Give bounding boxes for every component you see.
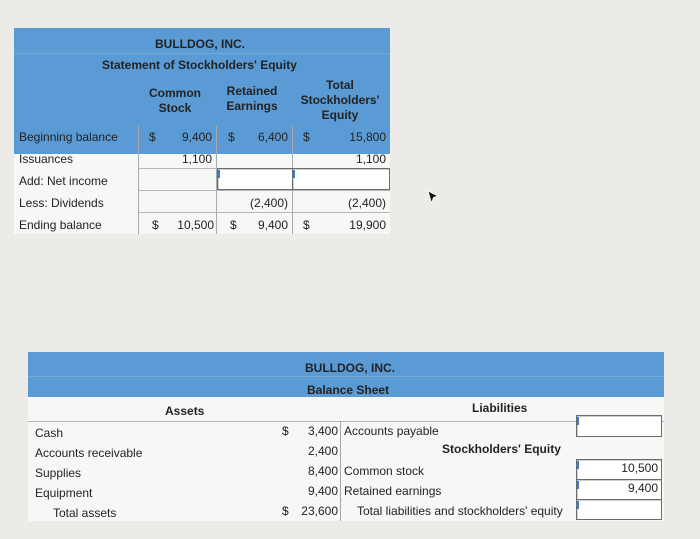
total-issuances: 1,100 [355,152,386,166]
equity-title: Statement of Stockholders' Equity [102,58,297,72]
supplies-value: 8,400 [307,464,338,478]
cs-dollar-beginning: $ [149,130,156,144]
total-liab-equity-input[interactable] [576,499,662,520]
t-dollar-beginning: $ [303,130,310,144]
total-beginning: 15,800 [349,130,386,144]
re-beginning: 6,400 [257,130,288,144]
row-label-beginning-balance: Beginning balance [19,130,118,144]
net-income-total-input[interactable] [292,168,390,190]
equity-company-name: BULLDOG, INC. [155,37,245,51]
asset-label-equipment: Equipment [35,486,93,500]
asset-label-cash: Cash [35,426,64,440]
re-dividends: (2,400) [249,196,288,210]
re-dollar-ending: $ [230,218,237,232]
accounts-receivable-value: 2,400 [307,444,338,458]
row-label-issuances: Issuances [19,152,74,166]
balance-subheader [28,397,664,421]
col-header-total-equity: Total Stockholders' Equity [300,78,380,122]
row-label-dividends: Less: Dividends [19,196,104,210]
cash-dollar: $ [282,424,289,438]
cash-value: 3,400 [307,424,338,438]
total-dividends: (2,400) [347,196,386,210]
balance-title: Balance Sheet [307,383,390,397]
total-assets-label: Total assets [53,506,117,520]
total-liab-equity-label: Total liabilities and stockholders' equity [357,504,563,518]
asset-label-accounts-receivable: Accounts receivable [35,446,143,460]
liab-label-accounts-payable: Accounts payable [344,424,439,438]
assets-header: Assets [165,404,205,418]
row-label-net-income: Add: Net income [19,174,108,188]
equity-label-common-stock: Common stock [344,464,425,478]
col-header-common-stock: Common Stock [149,86,201,115]
cs-dollar-ending: $ [152,218,159,232]
cs-ending: 10,500 [177,218,214,232]
accounts-payable-input[interactable] [576,415,662,437]
cs-beginning: 9,400 [181,130,212,144]
equity-label-retained-earnings: Retained earnings [344,484,442,498]
retained-earnings-value: 9,400 [627,481,658,495]
col-header-retained-earnings: Retained Earnings [226,84,278,113]
total-assets-value: 23,600 [301,504,338,518]
net-income-retained-input[interactable] [217,168,293,190]
mouse-cursor-icon [426,190,440,206]
re-ending: 9,400 [257,218,288,232]
asset-label-supplies: Supplies [35,466,82,480]
row-label-ending-balance: Ending balance [19,218,102,232]
equipment-value: 9,400 [307,484,338,498]
cs-issuances: 1,100 [181,152,212,166]
total-ending: 19,900 [349,218,386,232]
re-dollar-beginning: $ [228,130,235,144]
total-assets-dollar: $ [282,504,289,518]
stockholders-equity-header: Stockholders' Equity [442,442,561,456]
liabilities-header: Liabilities [472,401,528,415]
balance-company-name: BULLDOG, INC. [305,361,395,375]
common-stock-value: 10,500 [621,461,658,475]
t-dollar-ending: $ [303,218,310,232]
